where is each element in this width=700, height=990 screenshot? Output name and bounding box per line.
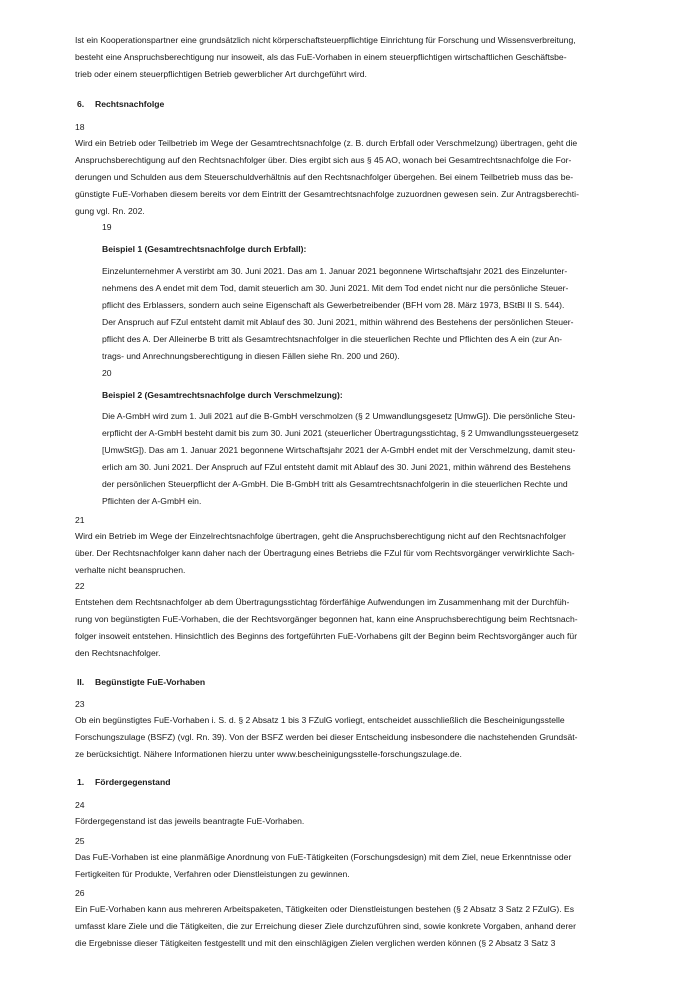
paragraph-18 xyxy=(75,135,630,220)
example-2-title: Beispiel 2 (Gesamtrechtsnachfolge durch Verschmelzung): xyxy=(102,390,343,400)
section-heading-beguenstigte-fue-vorhaben xyxy=(77,674,205,691)
margin-number-23: 23 xyxy=(75,699,85,709)
text-line: trieb oder einem steuerpflichtigen Betrieb gewerblicher Art durchgeführt wird. xyxy=(75,69,367,79)
text-line: nehmens des A endet mit dem Tod, damit steuerlich am 30. Juni 2021. Mit dem Tod endet nicht nur die persönliche Steuer- xyxy=(102,283,569,293)
text-line: besteht eine Anspruchsberechtigung nur insoweit, als das FuE-Vorhaben in einem steuerpflichtigen wirtschaftlichen Geschäftsbe- xyxy=(75,52,567,62)
paragraph-25 xyxy=(75,849,630,883)
text-line: folger insoweit entstehen. Hinsichtlich des Beginns des fortgeführten FuE-Vorhabens gilt der Beginn beim Rechtsvorgänger auch für xyxy=(75,631,578,641)
text-line: die Ergebnisse dieser Tätigkeiten festgestellt und mit den einschlägigen Zielen verglichen werden können (§ 2 Absatz 3 Satz 3 xyxy=(75,938,556,948)
text-line: gung vgl. Rn. 202. xyxy=(75,206,145,216)
section-number: II. xyxy=(77,677,85,687)
text-line: verhalte nicht beanspruchen. xyxy=(75,565,186,575)
text-line: Fördergegenstand ist das jeweils beantragte FuE-Vorhaben. xyxy=(75,816,305,826)
text-line: Ist ein Kooperationspartner eine grundsätzlich nicht körperschaftsteuerpflichtige Einrichtung für Forschung und Wissensverbreitung, xyxy=(75,35,576,45)
text-line: der persönlichen Steuerpflicht der A-GmbH. Die B-GmbH tritt als Gesamtrechtsnachfolgerin in die steuerlichen Rechte und xyxy=(102,479,568,489)
text-line: Fertigkeiten für Produkte, Verfahren oder Dienstleistungen zu gewinnen. xyxy=(75,869,350,879)
text-line: rung von begünstigten FuE-Vorhaben, die der Rechtsvorgänger begonnen hat, kann eine Anspruchsberechtigung beim Rechtsnach- xyxy=(75,614,578,624)
margin-number-19: 19 xyxy=(102,222,112,232)
example-1-title: Beispiel 1 (Gesamtrechtsnachfolge durch Erbfall): xyxy=(102,244,307,254)
margin-number-26: 26 xyxy=(75,888,85,898)
section-title: Begünstigte FuE-Vorhaben xyxy=(95,677,206,687)
section-heading-foerdergegenstand xyxy=(77,774,170,791)
text-line: Der Anspruch auf FZul entsteht damit mit Ablauf des 30. Juni 2021, mithin während des Bestehens der persönlichen Steuer- xyxy=(102,317,574,327)
margin-number-21: 21 xyxy=(75,515,85,525)
paragraph-24 xyxy=(75,813,630,830)
text-line: Entstehen dem Rechtsnachfolger ab dem Übertragungsstichtag förderfähige Aufwendungen im Zusammenhang mit der Durchfüh- xyxy=(75,597,570,607)
text-line: Die A-GmbH wird zum 1. Juli 2021 auf die B-GmbH verschmolzen (§ 2 Umwandlungsgesetz [UmwG]). Die persönliche Steu- xyxy=(102,411,576,421)
example-2-body xyxy=(102,408,630,510)
text-line: den Rechtsnachfolger. xyxy=(75,648,161,658)
text-line: erlich am 30. Juni 2021. Der Anspruch auf FZul entsteht damit mit Ablauf des 30. Juni 2021, mithin während des Bestehens xyxy=(102,462,571,472)
text-line: günstigte FuE-Vorhaben diesem bereits vor dem Eintritt der Gesamtrechtsnachfolge zuzuordnen gewesen sein. Zur Antragsberechti- xyxy=(75,189,579,199)
text-line: Forschungszulage (BSFZ) (vgl. Rn. 39). Von der BSFZ werden bei dieser Entscheidung insbesondere die nachstehenden Grundsät- xyxy=(75,732,578,742)
text-line: Wird ein Betrieb im Wege der Einzelrechtsnachfolge übertragen, geht die Anspruchsberechtigung nicht auf den Rechtsnachfolger xyxy=(75,531,566,541)
text-line: Einzelunternehmer A verstirbt am 30. Juni 2021. Das am 1. Januar 2021 begonnene Wirtschaftsjahr 2021 des Einzelunter- xyxy=(102,266,568,276)
text-line: derungen und Schulden aus dem Steuerschuldverhältnis auf den Rechtsnachfolger übergehen. Bei einem Teilbetrieb muss das be- xyxy=(75,172,574,182)
text-line: Ein FuE-Vorhaben kann aus mehreren Arbeitspaketen, Tätigkeiten oder Dienstleistungen bestehen (§ 2 Absatz 3 Satz 2 FZulG). Es xyxy=(75,904,575,914)
text-line: trags- und Anrechnungsberechtigung in diesen Fällen siehe Rn. 200 und 260). xyxy=(102,351,400,361)
text-line: Pflichten der A-GmbH ein. xyxy=(102,496,202,506)
margin-number-22: 22 xyxy=(75,581,85,591)
section-number: 1. xyxy=(77,777,85,787)
paragraph-21 xyxy=(75,528,630,579)
text-line: Ob ein begünstigtes FuE-Vorhaben i. S. d. § 2 Absatz 1 bis 3 FZulG vorliegt, entscheidet ausschließlich die Bescheinigungsstelle xyxy=(75,715,565,725)
text-line: Das FuE-Vorhaben ist eine planmäßige Anordnung von FuE-Tätigkeiten (Forschungsdesign) mit dem Ziel, neue Erkenntnisse oder xyxy=(75,852,572,862)
paragraph-22 xyxy=(75,594,630,662)
margin-number-24: 24 xyxy=(75,800,85,810)
text-line: ze berücksichtigt. Nähere Informationen hierzu unter www.bescheinigungsstelle-forschungszulage.de. xyxy=(75,749,462,759)
margin-number-25: 25 xyxy=(75,836,85,846)
margin-number-20: 20 xyxy=(102,368,112,378)
text-line: pflicht des A. Der Alleinerbe B tritt als Gesamtrechtsnachfolger in die steuerlichen Rechte und Pflichten des A ein (zur An- xyxy=(102,334,563,344)
section-number: 6. xyxy=(77,99,85,109)
text-line: über. Der Rechtsnachfolger kann daher nach der Übertragung eines Betriebs die FZul für vom Rechtsvorgänger verwirklichte Sach- xyxy=(75,548,575,558)
section-title: Fördergegenstand xyxy=(95,777,171,787)
text-line: erpflicht der A-GmbH besteht damit bis zum 30. Juni 2021 (steuerlicher Übertragungsstichtag, § 2 Umwandlungssteuergesetz xyxy=(102,428,579,438)
section-title: Rechtsnachfolge xyxy=(95,99,165,109)
margin-number-18: 18 xyxy=(75,122,85,132)
intro-paragraph xyxy=(75,32,630,83)
text-line: Anspruchsberechtigung auf den Rechtsnachfolger über. Dies ergibt sich aus § 45 AO, wonach bei Gesamtrechtsnachfolge die For- xyxy=(75,155,572,165)
example-1-body xyxy=(102,263,630,365)
text-line: Wird ein Betrieb oder Teilbetrieb im Wege der Gesamtrechtsnachfolge (z. B. durch Erbfall oder Verschmelzung) übertragen, geht die xyxy=(75,138,578,148)
text-line: pflicht des Erblassers, sondern auch seine Eigenschaft als Gewerbetreibender (BFH vom 28. März 1973, BStBl II S. 544). xyxy=(102,300,565,310)
text-line: [UmwStG]). Das am 1. Januar 2021 begonnene Wirtschaftsjahr 2021 der A-GmbH endet mit der Verschmelzung, damit steu- xyxy=(102,445,576,455)
text-line: umfasst klare Ziele und die Tätigkeiten, die zur Erreichung dieser Ziele durchzuführen sind, sowie konkrete Vorgaben, anhand derer xyxy=(75,921,576,931)
section-heading-rechtsnachfolge xyxy=(77,96,164,113)
paragraph-26 xyxy=(75,901,630,952)
paragraph-23 xyxy=(75,712,630,763)
